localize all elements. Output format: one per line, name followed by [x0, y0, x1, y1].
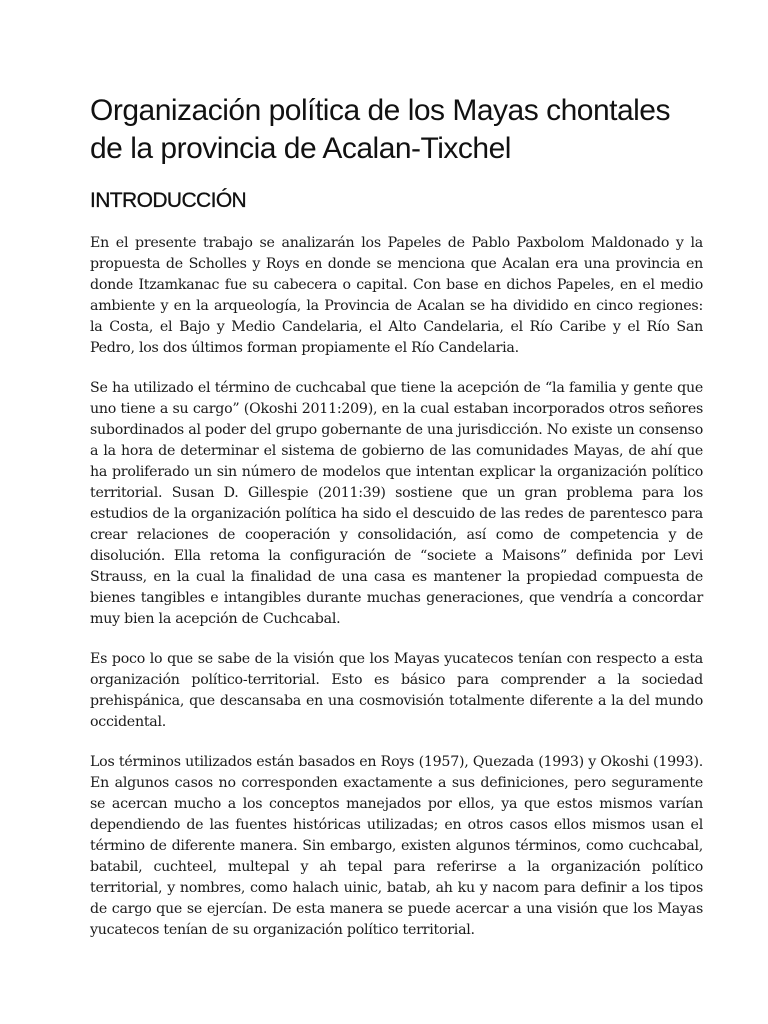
- paragraph: Los términos utilizados están basados en Roys (1957), Quezada (1993) y Okoshi (1993). En algunos casos no corresponden exactamente a sus definiciones, pero seguramente se acercan mucho a los conceptos manejados por ellos, ya que estos mismos varían dependiendo de las fuentes históricas utilizadas; en otros casos ellos mismos usan el término de diferente manera. Sin embargo, existen algunos términos, como cuchcabal, batabil, cuchteel, multepal y ah tepal para referirse a la organización político territorial, y nombres, como halach uinic, batab, ah ku y nacom para definir a los tipos de cargo que se ejercían. De esta manera se puede acercar a una visión que los Mayas yucatecos tenían de su organización político territorial.: [90, 754, 703, 938]
- paragraph: Se ha utilizado el término de cuchcabal que tiene la acepción de “la familia y gente que uno tiene a su cargo” (Okoshi 2011:209), en la cual estaban incorporados otros señores subordinados al poder del grupo gobernante de una jurisdicción. No existe un consenso a la hora de determinar el sistema de gobierno de las comunidades Mayas, de ahí que ha proliferado un sin número de modelos que intentan explicar la organización político territorial. Susan D. Gillespie (2011:39) sostiene que un gran problema para los estudios de la organización política ha sido el descuido de las redes de parentesco para crear relaciones de cooperación y consolidación, así como de competencia y de disolución. Ella retoma la configuración de “societe a Maisons” definida por Levi Strauss, en la cual la finalidad de una casa es mantener la propiedad compuesta de bienes tangibles e intangibles durante muchas generaciones, que vendría a concordar muy bien la acepción de Cuchcabal.: [90, 380, 703, 627]
- document-title: Organización política de los Mayas chontales de la provincia de Acalan-Tixchel: [90, 94, 670, 165]
- paragraph: En el presente trabajo se analizarán los Papeles de Pablo Paxbolom Maldonado y la propuesta de Scholles y Roys en donde se menciona que Acalan era una provincia en donde Itzamkanac fue su cabecera o capital. Con base en dichos Papeles, en el medio ambiente y en la arqueología, la Provincia de Acalan se ha dividido en cinco regiones: la Costa, el Bajo y Medio Candelaria, el Alto Candelaria, el Río Caribe y el Río San Pedro, los dos últimos forman propiamente el Río Candelaria.: [90, 235, 703, 356]
- document-page: [90, 92, 703, 941]
- paragraph: Es poco lo que se sabe de la visión que los Mayas yucatecos tenían con respecto a esta organización político-territorial. Esto es básico para comprender a la sociedad prehispánica, que descansaba en una cosmovisión totalmente diferente a la del mundo occidental.: [90, 651, 703, 730]
- section-heading: INTRODUCCIÓN: [90, 189, 247, 212]
